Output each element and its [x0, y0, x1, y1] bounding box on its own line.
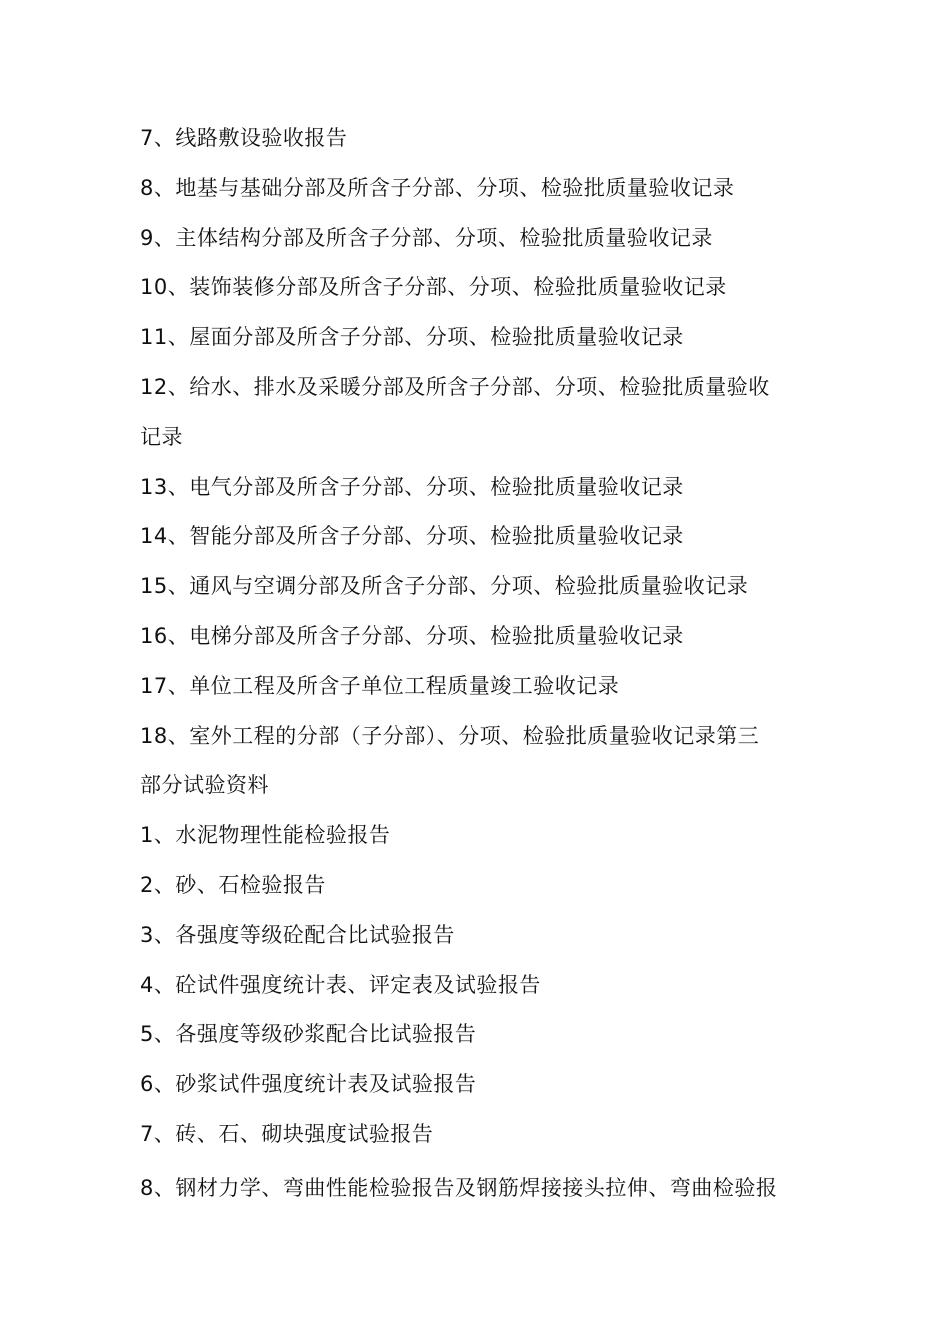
text-line: 18、室外工程的分部（子分部）、分项、检验批质量验收记录第三	[140, 723, 760, 748]
text-line: 9、主体结构分部及所含子分部、分项、检验批质量验收记录	[140, 225, 713, 250]
text-line: 5、各强度等级砂浆配合比试验报告	[140, 1022, 477, 1047]
text-line: 10、装饰装修分部及所含子分部、分项、检验批质量验收记录	[140, 275, 727, 300]
text-line: 1、水泥物理性能检验报告	[140, 823, 391, 848]
text-line: 2、砂、石检验报告	[140, 872, 326, 897]
text-line: 8、地基与基础分部及所含子分部、分项、检验批质量验收记录	[140, 175, 735, 200]
text-line: 7、线路敷设验收报告	[140, 126, 348, 150]
text-line: 7、砖、石、砌块强度试验报告	[140, 1121, 434, 1146]
text-line: 4、砼试件强度统计表、评定表及试验报告	[140, 972, 541, 997]
text-line: 3、各强度等级砼配合比试验报告	[140, 922, 455, 947]
text-line: 11、屋面分部及所含子分部、分项、检验批质量验收记录	[140, 325, 684, 350]
text-line: 16、电梯分部及所含子分部、分项、检验批质量验收记录	[140, 623, 684, 648]
text-line: 15、通风与空调分部及所含子分部、分项、检验批质量验收记录	[140, 574, 749, 599]
text-line: 13、电气分部及所含子分部、分项、检验批质量验收记录	[140, 474, 684, 499]
text-line: 14、智能分部及所含子分部、分项、检验批质量验收记录	[140, 524, 684, 549]
text-line: 12、给水、排水及采暖分部及所含子分部、分项、检验批质量验收	[140, 374, 770, 399]
document-body	[140, 114, 810, 1214]
text-line: 6、砂浆试件强度统计表及试验报告	[140, 1072, 477, 1097]
text-line: 记录	[140, 424, 183, 449]
text-line: 部分试验资料	[140, 773, 269, 798]
text-line: 17、单位工程及所含子单位工程质量竣工验收记录	[140, 673, 620, 698]
text-line: 8、钢材力学、弯曲性能检验报告及钢筋焊接接头拉伸、弯曲检验报	[140, 1175, 778, 1200]
